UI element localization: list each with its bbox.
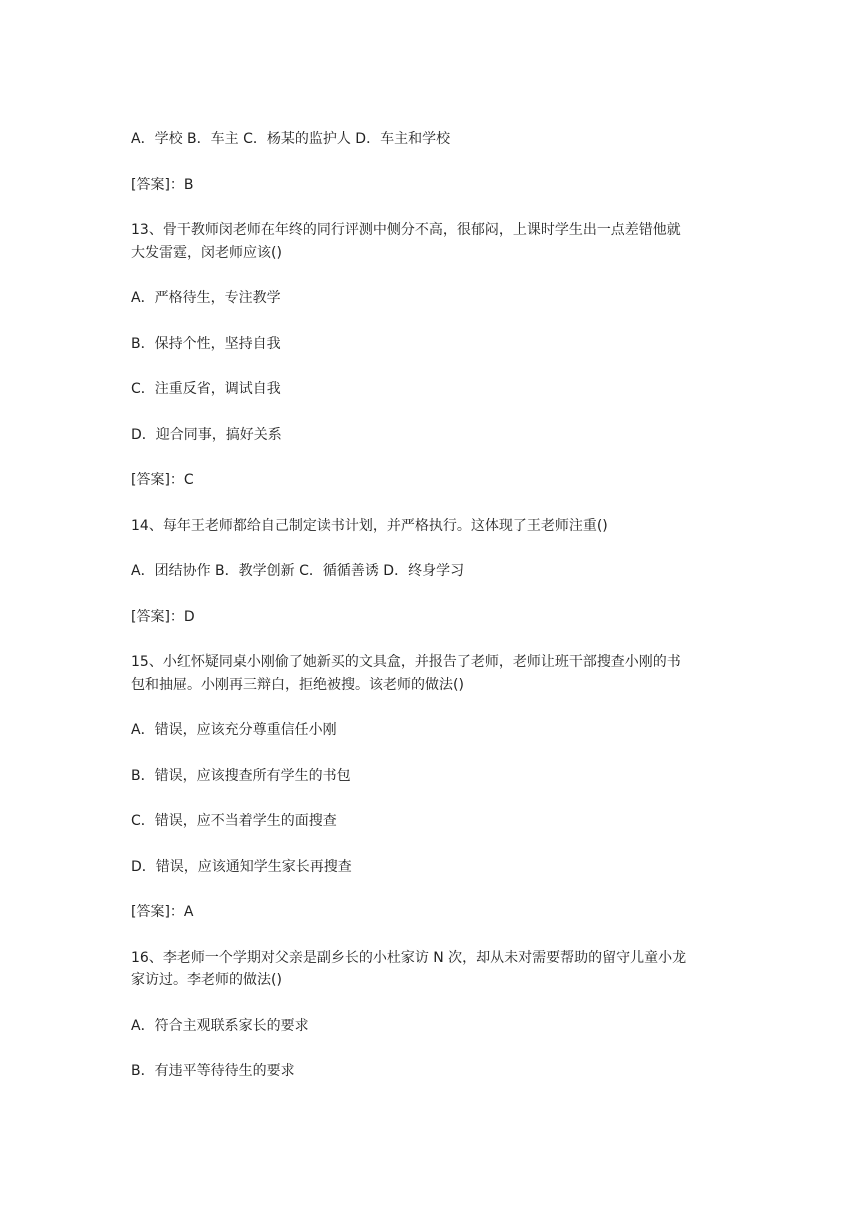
question-13-line-1: 13、骨干教师闵老师在年终的同行评测中侧分不高，很郁闷，上课时学生出一点差错他就 [131,222,681,238]
option-a-q16: A．符合主观联系家长的要求 [131,1018,309,1034]
option-a-q15: A．错误，应该充分尊重信任小刚 [131,722,337,738]
option-line-q12: A．学校 B．车主 C．杨某的监护人 D．车主和学校 [131,131,451,147]
option-c-q13: C．注重反省，调试自我 [131,381,281,397]
option-d-q15: D．错误，应该通知学生家长再搜查 [131,859,352,875]
option-d-q13: D．迎合同事，搞好关系 [131,427,282,443]
answer-line-q12: [答案]：B [131,177,194,193]
question-16-line-2: 家访过。李老师的做法() [131,972,282,988]
answer-line-q15: [答案]：A [131,904,194,920]
option-b-q16: B．有违平等待待生的要求 [131,1063,295,1079]
option-c-q15: C．错误，应不当着学生的面搜查 [131,813,337,829]
option-a-q13: A．严格待生，专注教学 [131,290,281,306]
option-b-q15: B．错误，应该搜查所有学生的书包 [131,768,351,784]
question-13-line-2: 大发雷霆，闵老师应该() [131,245,282,261]
question-15-line-1: 15、小红怀疑同桌小刚偷了她新买的文具盒，并报告了老师，老师让班干部搜查小刚的书 [131,654,681,670]
answer-line-q14: [答案]：D [131,609,195,625]
answer-line-q13: [答案]：C [131,472,194,488]
option-line-q14: A．团结协作 B．教学创新 C．循循善诱 D．终身学习 [131,563,465,579]
question-15-line-2: 包和抽屉。小刚再三辩白，拒绝被搜。该老师的做法() [131,677,464,693]
question-14-line-1: 14、每年王老师都给自己制定读书计划，并严格执行。这体现了王老师注重() [131,518,608,534]
question-16-line-1: 16、李老师一个学期对父亲是副乡长的小杜家访 N 次，却从未对需要帮助的留守儿童小龙 [131,950,687,966]
option-b-q13: B．保持个性，坚持自我 [131,336,281,352]
